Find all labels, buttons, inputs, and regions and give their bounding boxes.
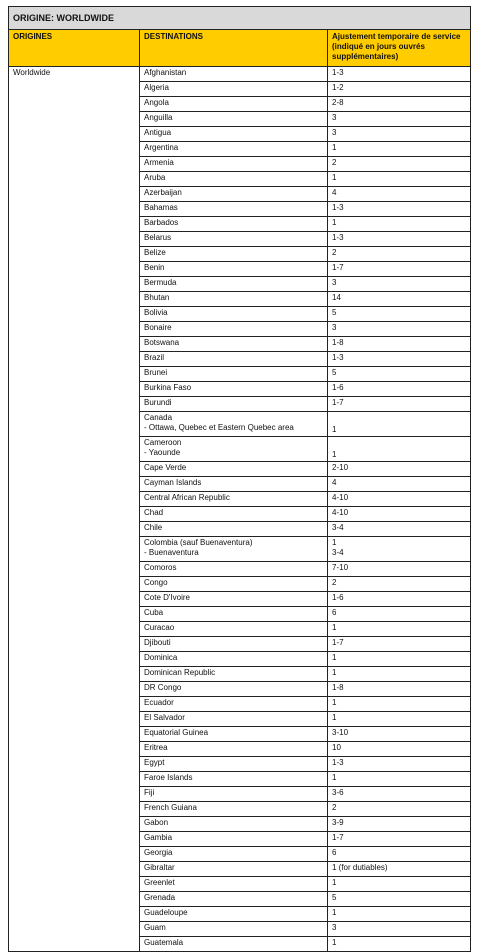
destination-cell [140,217,328,232]
destination-cell [140,292,328,307]
adjustment-value: 1-3 [332,758,344,767]
adjustment-cell [328,202,471,217]
destination-line: Georgia [144,848,173,857]
adjustment-value: 3-9 [332,818,344,827]
destination-cell [140,477,328,492]
destination-cell [140,232,328,247]
destination-cell [140,67,328,82]
destination-line: Faroe Islands [144,773,193,782]
destination-line: Angola [144,98,169,107]
destination-cell [140,817,328,832]
adjustment-cell [328,262,471,277]
origin-cell: Worldwide [9,67,140,952]
adjustment-value: 1 [332,653,337,662]
destination-cell [140,832,328,847]
adjustment-cell [328,337,471,352]
adjustment-cell [328,67,471,82]
adjustment-value: 1 [332,623,337,632]
adjustment-value: 3 [332,113,337,122]
adjustment-cell [328,907,471,922]
adjustment-cell [328,462,471,477]
destination-cell [140,172,328,187]
adjustment-cell [328,112,471,127]
adjustment-value: 3-10 [332,728,349,737]
destination-line: Central African Republic [144,493,230,502]
adjustment-value: 1 [332,143,337,152]
adjustment-cell [328,832,471,847]
destination-line: Belarus [144,233,172,242]
destination-line: Brunei [144,368,168,377]
destination-line: Burundi [144,398,172,407]
destination-line: Greenlet [144,878,175,887]
destination-line: Azerbaijan [144,188,182,197]
destination-line: Eritrea [144,743,168,752]
adjustment-value: 2-8 [332,98,344,107]
destination-line: Aruba [144,173,166,182]
destination-cell [140,697,328,712]
destination-cell [140,412,328,437]
adjustment-value: 4-10 [332,508,349,517]
destination-cell [140,862,328,877]
destination-line: Dominican Republic [144,668,216,677]
adjustment-value: 1 [332,908,337,917]
destination-line: Cameroon [144,438,182,447]
adjustment-cell [328,397,471,412]
destination-cell [140,802,328,817]
adjustment-value: 1 [332,668,337,677]
adjustment-value: 1-7 [332,263,344,272]
adjustment-value: 4 [332,478,337,487]
adjustment-value: 1 [332,713,337,722]
adjustment-value: 4 [332,188,337,197]
adjustment-value: 1 (for dutiables) [332,863,388,872]
destination-cell [140,622,328,637]
adjustment-cell [328,622,471,637]
destination-line: Curacao [144,623,175,632]
adjustment-cell [328,507,471,522]
destination-line: Grenada [144,893,176,902]
destination-line: El Salvador [144,713,185,722]
destination-line: Djibouti [144,638,171,647]
destination-cell [140,637,328,652]
adjustment-value: 1-7 [332,638,344,647]
destination-line: Cayman Islands [144,478,202,487]
destination-cell [140,202,328,217]
destination-cell [140,712,328,727]
destination-line: Algeria [144,83,169,92]
destination-line: Congo [144,578,168,587]
destination-line: - Ottawa, Quebec et Eastern Quebec area [144,423,294,432]
adjustment-value: 2 [332,248,337,257]
destination-line: Cape Verde [144,463,187,472]
adjustment-value: 1 [332,450,337,459]
adjustment-value: 10 [332,743,341,752]
destination-line: French Guiana [144,803,197,812]
adjustment-value: 1-7 [332,833,344,842]
destination-line: Chad [144,508,164,517]
adjustment-value: 2 [332,803,337,812]
destination-cell [140,322,328,337]
adjustment-cell [328,742,471,757]
destination-line: Guam [144,923,166,932]
destination-line: - Yaounde [144,448,181,457]
adjustment-value: 2-10 [332,463,349,472]
adjustment-value: 14 [332,293,341,302]
adjustment-cell [328,697,471,712]
adjustment-value: 3-4 [332,548,344,557]
destination-cell [140,97,328,112]
destination-cell [140,922,328,937]
adjustment-cell [328,607,471,622]
destination-line: Guatemala [144,938,184,947]
destination-line: Guadeloupe [144,908,188,917]
adjustment-value: 5 [332,308,337,317]
destination-line: Armenia [144,158,174,167]
destination-line: Bermuda [144,278,177,287]
adjustment-cell [328,437,471,462]
adjustment-cell [328,492,471,507]
destination-line: Chile [144,523,163,532]
destination-cell [140,247,328,262]
adjustment-cell [328,862,471,877]
adjustment-value: 2 [332,158,337,167]
destination-line: Benin [144,263,165,272]
destination-line: Gabon [144,818,169,827]
destination-cell [140,462,328,477]
destination-cell [140,877,328,892]
adjustment-value: 3 [332,278,337,287]
table-title: ORIGINE: WORLDWIDE [9,7,471,30]
destination-cell [140,592,328,607]
destination-line: Bhutan [144,293,170,302]
destination-line: Gambia [144,833,173,842]
destination-line: Egypt [144,758,165,767]
adjustment-cell [328,592,471,607]
adjustment-value: 3 [332,923,337,932]
destination-line: Anguilla [144,113,173,122]
adjustment-value: 1-2 [332,83,344,92]
destination-line: Dominica [144,653,178,662]
adjustment-value: 1-6 [332,593,344,602]
table-row [9,67,471,82]
destination-cell [140,727,328,742]
adjustment-cell [328,712,471,727]
destination-cell [140,142,328,157]
header-destinations: DESTINATIONS [140,30,328,67]
title-row [9,7,471,30]
destination-cell [140,757,328,772]
destination-cell [140,507,328,522]
destination-line: Cuba [144,608,164,617]
destination-line: Fiji [144,788,155,797]
adjustment-value: 1 [332,173,337,182]
destination-line: Bolivia [144,308,168,317]
adjustment-value: 5 [332,368,337,377]
adjustment-value: 4-10 [332,493,349,502]
service-adjustment-sheet [8,6,470,952]
destination-cell [140,157,328,172]
adjustment-cell [328,187,471,202]
destination-line: Cote D'Ivoire [144,593,190,602]
service-adjustment-table [8,6,471,952]
destination-cell [140,607,328,622]
destination-cell [140,937,328,952]
adjustment-value: 3 [332,128,337,137]
adjustment-value: 2 [332,578,337,587]
adjustment-cell [328,477,471,492]
adjustment-cell [328,142,471,157]
adjustment-cell [328,157,471,172]
destination-cell [140,847,328,862]
header-origins: ORIGINES [9,30,140,67]
destination-line: Barbados [144,218,179,227]
adjustment-cell [328,172,471,187]
adjustment-value: 3-4 [332,523,344,532]
destination-cell [140,367,328,382]
destination-cell [140,667,328,682]
adjustment-cell [328,277,471,292]
adjustment-cell [328,802,471,817]
destination-cell [140,562,328,577]
destination-line: DR Congo [144,683,182,692]
destination-line: Brazil [144,353,165,362]
destination-cell [140,492,328,507]
adjustment-cell [328,772,471,787]
destination-cell [140,437,328,462]
destination-cell [140,127,328,142]
destination-cell [140,337,328,352]
adjustment-value: 6 [332,608,337,617]
destination-cell [140,352,328,367]
destination-cell [140,742,328,757]
destination-line: Bonaire [144,323,172,332]
destination-cell [140,537,328,562]
destination-line: Antigua [144,128,172,137]
adjustment-cell [328,652,471,667]
adjustment-value: 6 [332,848,337,857]
destination-line: Colombia (sauf Buenaventura) [144,538,253,547]
adjustment-value: 1-6 [332,383,344,392]
adjustment-value: 1-3 [332,353,344,362]
destination-cell [140,82,328,97]
adjustment-cell [328,82,471,97]
adjustment-value: 1 [332,878,337,887]
adjustment-cell [328,322,471,337]
destination-line: - Buenaventura [144,548,199,557]
destination-line: Gibraltar [144,863,175,872]
adjustment-value: 1-3 [332,233,344,242]
adjustment-cell [328,682,471,697]
destination-cell [140,277,328,292]
adjustment-cell [328,127,471,142]
adjustment-cell [328,757,471,772]
adjustment-value: 1 [332,773,337,782]
adjustment-cell [328,847,471,862]
destination-line: Canada [144,413,173,422]
adjustment-value: 1-8 [332,683,344,692]
adjustment-value: 1-3 [332,203,344,212]
adjustment-cell [328,817,471,832]
adjustment-cell [328,232,471,247]
destination-line: Botswana [144,338,180,347]
destination-cell [140,577,328,592]
adjustment-value: 1-8 [332,338,344,347]
adjustment-cell [328,937,471,952]
destination-cell [140,112,328,127]
adjustment-cell [328,787,471,802]
header-row [9,30,471,67]
adjustment-cell [328,892,471,907]
destination-cell [140,907,328,922]
destination-cell [140,652,328,667]
destination-cell [140,772,328,787]
header-adjustment: Ajustement temporaire de service (indiqué en jours ouvrés supplémentaires) [328,30,471,67]
adjustment-value: 3 [332,323,337,332]
destination-cell [140,522,328,537]
adjustment-cell [328,537,471,562]
adjustment-value: 7-10 [332,563,349,572]
destination-line: Comoros [144,563,177,572]
adjustment-value: 1 [332,538,337,547]
destination-line: Belize [144,248,166,257]
adjustment-cell [328,382,471,397]
adjustment-value: 3-6 [332,788,344,797]
adjustment-cell [328,922,471,937]
destination-line: Ecuador [144,698,174,707]
adjustment-cell [328,637,471,652]
adjustment-cell [328,292,471,307]
adjustment-cell [328,97,471,112]
adjustment-value: 1 [332,218,337,227]
destination-cell [140,682,328,697]
adjustment-value: 1 [332,938,337,947]
destination-cell [140,892,328,907]
destination-cell [140,187,328,202]
adjustment-value: 1 [332,425,337,434]
adjustment-value: 1-3 [332,68,344,77]
adjustment-cell [328,877,471,892]
adjustment-cell [328,667,471,682]
destination-cell [140,787,328,802]
adjustment-cell [328,577,471,592]
adjustment-cell [328,727,471,742]
adjustment-cell [328,522,471,537]
destination-cell [140,397,328,412]
adjustment-cell [328,352,471,367]
destination-cell [140,262,328,277]
adjustment-value: 1 [332,698,337,707]
adjustment-value: 1-7 [332,398,344,407]
adjustment-cell [328,307,471,322]
adjustment-value: 5 [332,893,337,902]
destination-line: Equatorial Guinea [144,728,209,737]
destination-line: Afghanistan [144,68,187,77]
adjustment-cell [328,562,471,577]
adjustment-cell [328,217,471,232]
adjustment-cell [328,412,471,437]
adjustment-cell [328,247,471,262]
destination-cell [140,307,328,322]
destination-line: Bahamas [144,203,178,212]
destination-cell [140,382,328,397]
destination-line: Burkina Faso [144,383,192,392]
adjustment-cell [328,367,471,382]
destination-line: Argentina [144,143,179,152]
